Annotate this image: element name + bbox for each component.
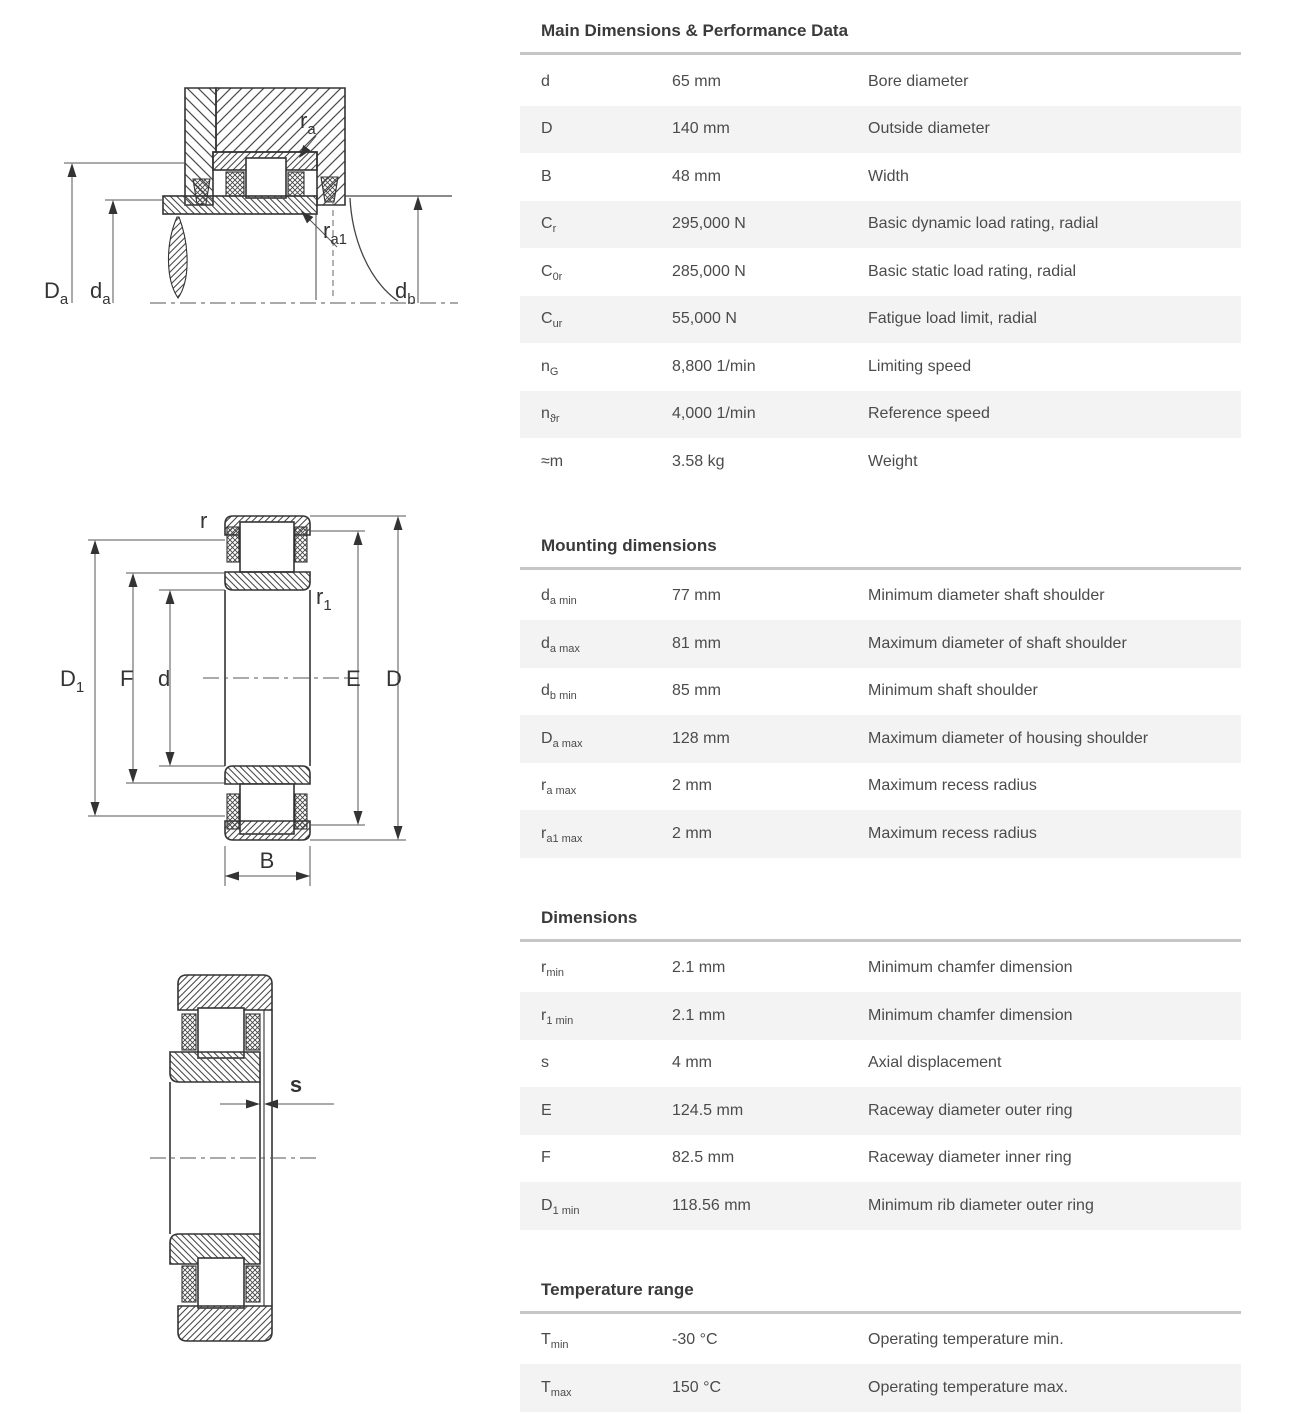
row-symbol: $n_{ϑr}$: [541, 405, 560, 426]
row-description: Bore diameter: [868, 72, 969, 90]
row-description: Operating temperature max.: [868, 1378, 1069, 1396]
row-value: 124.5 mm: [672, 1101, 744, 1119]
row-symbol: s: [541, 1054, 549, 1072]
table-row: [520, 248, 1241, 296]
row-description: Operating temperature min.: [868, 1331, 1064, 1349]
section-divider: [520, 52, 1241, 55]
row-symbol: $r_{min}$: [541, 959, 565, 980]
dim-label-db: $d_b$: [395, 278, 416, 308]
row-description: Minimum rib diameter outer ring: [868, 1196, 1094, 1214]
row-description: Weight: [868, 452, 918, 470]
row-value: 128 mm: [672, 729, 730, 747]
row-value: 65 mm: [672, 72, 721, 90]
dim-label-da: $d_a$: [90, 278, 111, 308]
dim-label-d: d: [158, 666, 171, 691]
row-description: Raceway diameter inner ring: [868, 1149, 1072, 1167]
table-row: [520, 1364, 1241, 1412]
dim-ra1: [301, 211, 347, 248]
row-symbol: $r_{a max}$: [541, 777, 577, 798]
row-value: 85 mm: [672, 682, 721, 700]
dim-label-Da: $D_a$: [44, 278, 69, 308]
row-value: 118.56 mm: [672, 1196, 751, 1214]
row-value: 150 °C: [672, 1378, 722, 1396]
row-symbol: $r_{a1 max}$: [541, 824, 583, 845]
row-description: Minimum diameter shaft shoulder: [868, 587, 1105, 605]
table-row: [520, 58, 1241, 106]
spec-tables: [520, 20, 1241, 1412]
row-description: Minimum chamfer dimension: [868, 1006, 1073, 1024]
row-description: Minimum chamfer dimension: [868, 959, 1073, 977]
row-value: 77 mm: [672, 587, 721, 605]
row-description: Outside diameter: [868, 120, 990, 138]
spec-section: [520, 907, 1241, 1230]
table-row: [520, 715, 1241, 763]
table-row: [520, 201, 1241, 249]
row-symbol: ≈m: [541, 452, 564, 470]
dim-B: [225, 846, 310, 886]
row-value: 48 mm: [672, 167, 721, 185]
row-symbol: D: [541, 120, 553, 138]
row-symbol: $C_{ur}$: [541, 310, 563, 331]
table-row: [520, 1135, 1241, 1183]
row-symbol: $D_{a max}$: [541, 729, 583, 750]
row-symbol: $T_{max}$: [541, 1378, 572, 1399]
row-symbol: $d_{b min}$: [541, 682, 577, 703]
section-divider: [520, 567, 1241, 570]
dim-label-F: F: [120, 666, 134, 691]
dim-D1: [60, 540, 225, 816]
table-row: [520, 992, 1241, 1040]
table-row: [520, 343, 1241, 391]
row-symbol: $C_r$: [541, 215, 557, 236]
row-description: Maximum recess radius: [868, 777, 1037, 795]
table-row: [520, 153, 1241, 201]
table-row: [520, 1182, 1241, 1230]
row-description: Maximum diameter of shaft shoulder: [868, 634, 1127, 652]
row-symbol: E: [541, 1101, 552, 1119]
table-row: [520, 106, 1241, 154]
row-value: 8,800 1/min: [672, 357, 756, 375]
section-title: Dimensions: [541, 907, 638, 927]
spec-section: [520, 535, 1241, 858]
section-divider: [520, 1311, 1241, 1314]
table-row: [520, 1040, 1241, 1088]
dim-da: [90, 200, 163, 308]
dim-label-ra1: $r_{a1}$: [323, 218, 348, 248]
spec-section: [520, 1279, 1241, 1412]
dim-label-D: D: [386, 666, 402, 691]
row-value: 2 mm: [672, 824, 712, 842]
row-description: Maximum recess radius: [868, 824, 1037, 842]
row-description: Basic dynamic load rating, radial: [868, 215, 1099, 233]
row-description: Reference speed: [868, 405, 990, 423]
main-dimensions-drawing: [60, 508, 406, 886]
table-row: [520, 438, 1241, 486]
row-description: Minimum shaft shoulder: [868, 682, 1038, 700]
row-symbol: $r_{1 min}$: [541, 1006, 574, 1027]
row-value: 81 mm: [672, 634, 721, 652]
axial-displacement-drawing: [150, 975, 334, 1341]
table-row: [520, 1087, 1241, 1135]
table-row: [520, 668, 1241, 716]
row-symbol: B: [541, 167, 552, 185]
row-symbol: $n_G$: [541, 357, 559, 378]
technical-drawings: [0, 0, 520, 1414]
row-description: Width: [868, 167, 909, 185]
row-value: -30 °C: [672, 1331, 718, 1349]
dim-label-E: E: [346, 666, 361, 691]
row-description: Limiting speed: [868, 357, 972, 375]
row-description: Raceway diameter outer ring: [868, 1101, 1073, 1119]
row-symbol: $d_{a min}$: [541, 587, 577, 608]
row-symbol: $d_{a max}$: [541, 634, 580, 655]
table-row: [520, 945, 1241, 993]
dim-label-r: r: [200, 508, 208, 533]
row-description: Fatigue load limit, radial: [868, 310, 1037, 328]
dim-label-D1: $D_1$: [60, 666, 85, 696]
section-divider: [520, 939, 1241, 942]
section-title: Main Dimensions & Performance Data: [541, 21, 849, 40]
section-title: Temperature range: [541, 1279, 694, 1299]
row-value: 285,000 N: [672, 262, 746, 280]
row-value: 295,000 N: [672, 215, 746, 233]
row-value: 4 mm: [672, 1054, 712, 1072]
dim-label-B: B: [259, 848, 275, 873]
row-symbol: $D_{1 min}$: [541, 1196, 580, 1217]
mounting-drawing: [44, 88, 458, 308]
row-value: 3.58 kg: [672, 452, 725, 470]
dim-label-ra: $r_a$: [300, 108, 316, 138]
row-symbol: d: [541, 72, 550, 90]
table-row: [520, 1317, 1241, 1365]
row-value: 2 mm: [672, 777, 712, 795]
table-row: [520, 296, 1241, 344]
row-value: 2.1 mm: [672, 959, 726, 977]
row-symbol: $C_{0r}$: [541, 262, 563, 283]
section-title: Mounting dimensions: [541, 535, 717, 555]
dim-label-s: s: [289, 1072, 303, 1097]
spec-section: [520, 20, 1241, 486]
row-value: 4,000 1/min: [672, 405, 756, 423]
table-row: [520, 810, 1241, 858]
row-symbol: $T_{min}$: [541, 1331, 569, 1352]
row-value: 2.1 mm: [672, 1006, 726, 1024]
row-symbol: F: [541, 1149, 551, 1167]
row-description: Maximum diameter of housing shoulder: [868, 729, 1149, 747]
row-value: 55,000 N: [672, 310, 737, 328]
dim-Da: [44, 163, 185, 308]
dim-label-r1: $r_1$: [316, 584, 332, 614]
table-row: [520, 573, 1241, 621]
dim-db: [395, 196, 423, 308]
table-row: [520, 620, 1241, 668]
table-row: [520, 763, 1241, 811]
row-value: 140 mm: [672, 120, 730, 138]
table-row: [520, 391, 1241, 439]
row-description: Axial displacement: [868, 1054, 1002, 1072]
row-description: Basic static load rating, radial: [868, 262, 1077, 280]
row-value: 82.5 mm: [672, 1149, 735, 1167]
